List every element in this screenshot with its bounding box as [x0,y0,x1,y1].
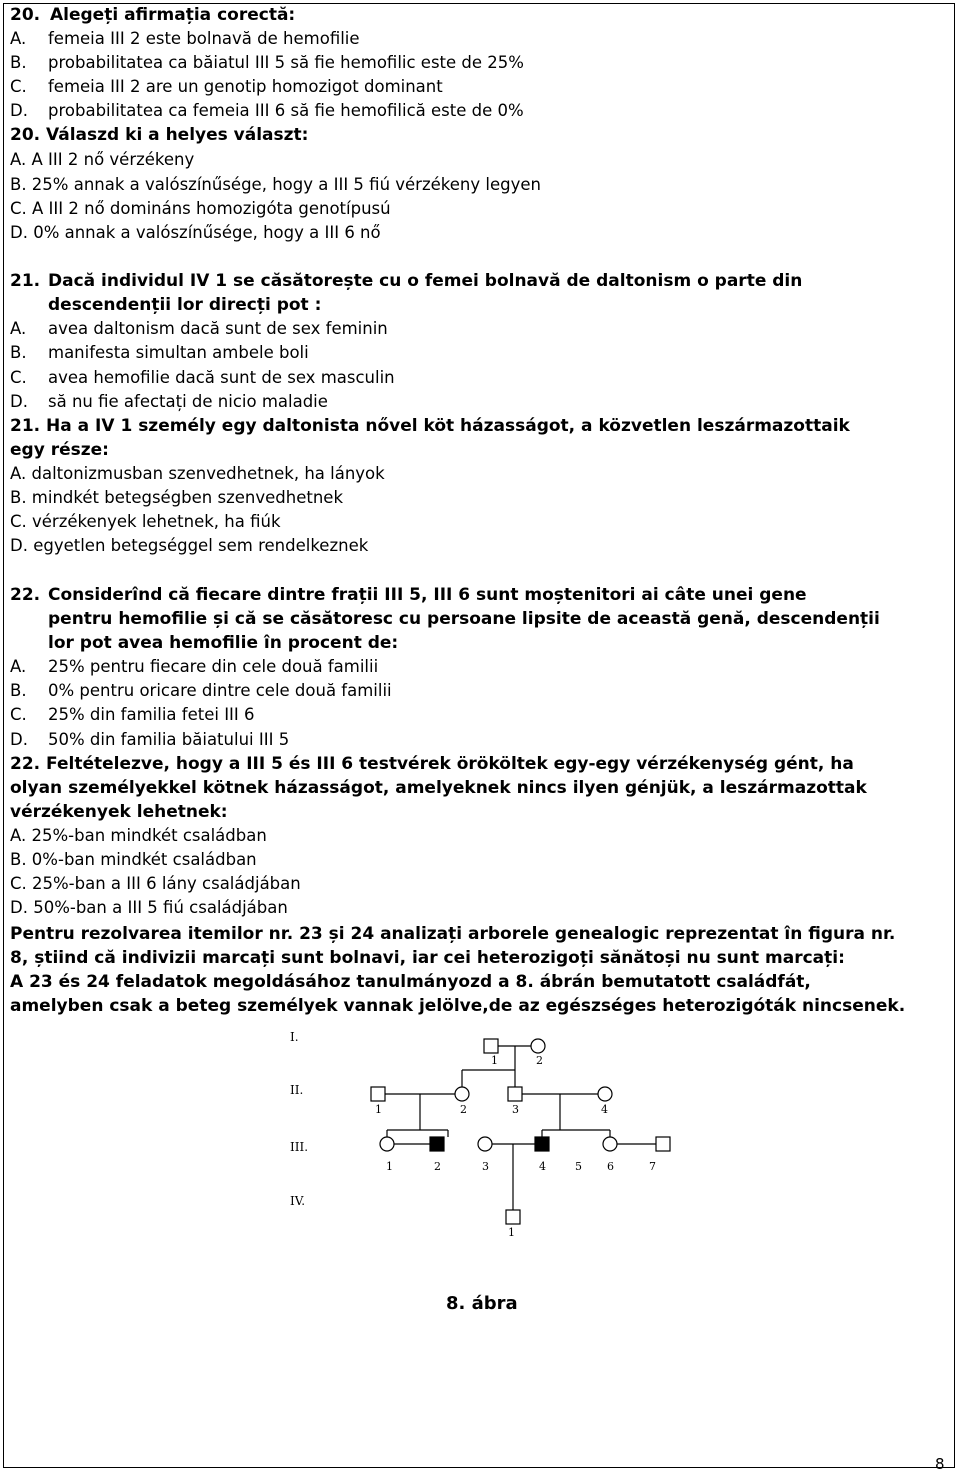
q20-ro-number: 20. [10,5,41,25]
q22-ro-title-line3: lor pot avea hemofilie în procent de: [48,633,399,653]
pedigree-diagram [280,1025,700,1250]
pedigree-label-iii-7: 7 [649,1160,656,1173]
q22-ro-number: 22. [10,585,41,605]
q20-hu-title: 20. Válaszd ki a helyes választ: [10,125,309,145]
q21-hu-title-line1: 21. Ha a IV 1 személy egy daltonista nővel köt házasságot, a közvetlen leszármazottaik [10,416,850,436]
q21-hu-option-d: D. egyetlen betegséggel sem rendelkeznek [10,536,369,555]
pedigree-ii-4-female [598,1087,612,1101]
q21-ro-option-b: manifesta simultan ambele boli [48,343,309,362]
q20-hu-option-d: D. 0% annak a valószínűsége, hogy a III 6 nő [10,223,381,242]
pedigree-i-2-female [531,1039,545,1053]
q20-ro-option-d-letter: D. [10,101,28,120]
pedigree-iii-4-female [478,1137,492,1151]
q20-ro-option-b: probabilitatea ca băiatul III 5 să fie hemofilic este de 25% [48,53,524,72]
q22-hu-option-d: D. 50%-ban a III 5 fiú családjában [10,898,288,917]
q20-ro-option-d: probabilitatea ca femeia III 6 să fie hemofilică este de 0% [48,101,524,120]
q20-ro-option-b-letter: B. [10,53,27,72]
pedigree-i-1-male [484,1039,498,1053]
page-number: 8 [935,1455,945,1473]
pedigree-iii-5-affected-male [535,1137,549,1151]
figure-caption: 8. ábra [446,1293,518,1314]
q21-ro-option-d-letter: D. [10,392,28,411]
pedigree-label-iv-1: 1 [508,1226,515,1239]
intro-line2: 8, știind că indivizii marcați sunt bolnavi, iar cei heterozigoți sănătoși nu sunt marcați: [10,948,845,968]
q22-hu-title-line3: vérzékenyek lehetnek: [10,802,228,822]
q20-hu-option-b: B. 25% annak a valószínűsége, hogy a III 5 fiú vérzékeny legyen [10,175,541,194]
q22-ro-option-a: 25% pentru fiecare din cele două familii [48,657,379,676]
q21-ro-option-c: avea hemofilie dacă sunt de sex masculin [48,368,395,387]
pedigree-label-ii-1: 1 [375,1103,382,1116]
q22-ro-option-d-letter: D. [10,730,28,749]
gen-label-iv: IV. [290,1194,306,1208]
q22-ro-option-c: 25% din familia fetei III 6 [48,705,255,724]
q22-ro-option-c-letter: C. [10,705,27,724]
q21-hu-title-line2: egy része: [10,440,109,460]
pedigree-iii-1-affected-male [430,1137,444,1151]
pedigree-ii-1-male [371,1087,385,1101]
q21-hu-option-b: B. mindkét betegségben szenvedhetnek [10,488,343,507]
q22-ro-option-b-letter: B. [10,681,27,700]
q22-ro-option-a-letter: A. [10,657,27,676]
pedigree-label-ii-3: 3 [512,1103,519,1116]
gen-label-ii: II. [290,1083,304,1097]
pedigree-ii-3-male [508,1087,522,1101]
pedigree-label-iii-4: 4 [539,1160,546,1173]
pedigree-label-ii-4: 4 [601,1103,608,1116]
q20-ro-option-a: femeia III 2 este bolnavă de hemofilie [48,29,360,48]
q20-ro-option-c-letter: C. [10,77,27,96]
pedigree-label-iii-1: 1 [386,1160,393,1173]
q22-hu-option-c: C. 25%-ban a III 6 lány családjában [10,874,301,893]
q22-ro-option-d: 50% din familia băiatului III 5 [48,730,290,749]
q22-ro-title-line1: Considerînd că fiecare dintre frații III 5, III 6 sunt moștenitori ai câte unei gene [48,585,807,605]
q20-hu-option-a: A. A III 2 nő vérzékeny [10,150,195,169]
q21-ro-option-b-letter: B. [10,343,27,362]
q22-hu-title-line1: 22. Feltételezve, hogy a III 5 és III 6 testvérek örököltek egy-egy vérzékenység gént, ha [10,754,854,774]
q22-hu-title-line2: olyan személyekkel kötnek házasságot, amelyeknek nincs ilyen génjük, a leszármazottak [10,778,867,798]
pedigree-iii-6-female [603,1137,617,1151]
q21-ro-option-a: avea daltonism dacă sunt de sex feminin [48,319,388,338]
q21-hu-option-c: C. vérzékenyek lehetnek, ha fiúk [10,512,281,531]
q20-ro-option-c: femeia III 2 are un genotip homozigot dominant [48,77,443,96]
pedigree-iii-2-female [380,1137,394,1151]
pedigree-label-iii-2: 2 [434,1160,441,1173]
intro-line3: A 23 és 24 feladatok megoldásához tanulmányozd a 8. ábrán bemutatott családfát, [10,972,811,992]
q21-hu-option-a: A. daltonizmusban szenvedhetnek, ha lányok [10,464,385,483]
pedigree-ii-2-female [455,1087,469,1101]
q21-ro-title-line2: descendenții lor direcți pot : [48,295,322,315]
q21-ro-option-a-letter: A. [10,319,27,338]
q22-ro-option-b: 0% pentru oricare dintre cele două familii [48,681,392,700]
pedigree-label-iii-6: 6 [607,1160,614,1173]
pedigree-iv-1-male [506,1210,520,1224]
q22-ro-title-line2: pentru hemofilie și că se căsătoresc cu persoane lipsite de această genă, descendenții [48,609,880,629]
q20-ro-title: Alegeți afirmația corectă: [50,5,296,25]
pedigree-label-iii-3: 3 [482,1160,489,1173]
intro-line1: Pentru rezolvarea itemilor nr. 23 și 24 analizați arborele genealogic reprezentat în figura nr. [10,924,896,944]
pedigree-label-i-1: 1 [491,1054,498,1067]
q21-ro-option-d: să nu fie afectați de nicio maladie [48,392,328,411]
pedigree-iii-7-male [656,1137,670,1151]
q21-ro-option-c-letter: C. [10,368,27,387]
pedigree-label-i-2: 2 [536,1054,543,1067]
pedigree-label-iii-5: 5 [575,1160,582,1173]
intro-line4: amelyben csak a beteg személyek vannak jelölve,de az egészséges heterozigóták nincsenek. [10,996,906,1016]
q22-hu-option-b: B. 0%-ban mindkét családban [10,850,257,869]
gen-label-iii: III. [290,1140,309,1154]
q22-hu-option-a: A. 25%-ban mindkét családban [10,826,267,845]
gen-label-i: I. [290,1030,299,1044]
q20-hu-option-c: C. A III 2 nő domináns homozigóta genotípusú [10,199,391,218]
q20-ro-option-a-letter: A. [10,29,27,48]
q21-ro-number: 21. [10,271,41,291]
pedigree-label-ii-2: 2 [460,1103,467,1116]
q21-ro-title-line1: Dacă individul IV 1 se căsătorește cu o femei bolnavă de daltonism o parte din [48,271,803,291]
